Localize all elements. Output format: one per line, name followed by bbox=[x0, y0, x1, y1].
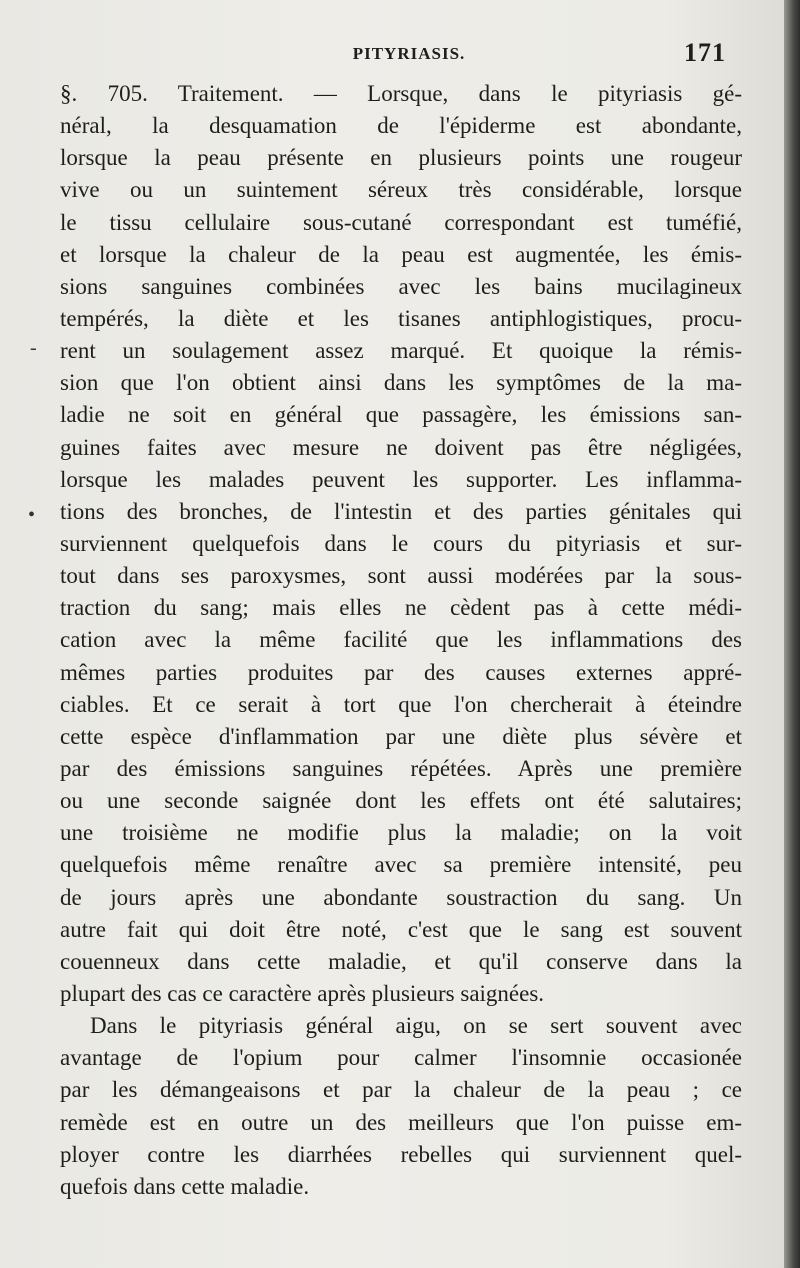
text-line: le tissu cellulaire sous-cutané correspondant est tuméfié, bbox=[60, 209, 742, 235]
text-line: remède est en outre un des meilleurs que l'on puisse em- bbox=[60, 1109, 742, 1135]
margin-mark: - bbox=[30, 337, 37, 359]
text-line: guines faites avec mesure ne doivent pas être négligées, bbox=[60, 434, 742, 460]
text-line: couenneux dans cette maladie, et qu'il conserve dans la bbox=[60, 948, 742, 974]
text-line: vive ou un suintement séreux très considérable, lorsque bbox=[60, 177, 742, 203]
text-line: lorsque les malades peuvent les supporter. Les inflamma- bbox=[60, 466, 742, 492]
running-title: PITYRIASIS. bbox=[352, 44, 466, 63]
text-line: de jours après une abondante soustraction du sang. Un bbox=[60, 884, 742, 910]
text-line: ciables. Et ce serait à tort que l'on chercherait à éteindre bbox=[60, 691, 742, 717]
text-line: mêmes parties produites par des causes externes appré- bbox=[60, 659, 742, 685]
text-line: ou une seconde saignée dont les effets ont été salutaires; bbox=[60, 788, 742, 814]
text-line: traction du sang; mais elles ne cèdent pas à cette médi- bbox=[60, 595, 742, 621]
text-line: néral, la desquamation de l'épiderme est abondante, bbox=[60, 113, 742, 139]
text-line: tions des bronches, de l'intestin et des parties génitales qui bbox=[60, 498, 742, 524]
text-line: et lorsque la chaleur de la peau est augmentée, les émis- bbox=[60, 241, 742, 267]
text-line: quefois dans cette maladie. bbox=[60, 1173, 310, 1199]
text-line: plupart des cas ce caractère après plusieurs saignées. bbox=[60, 980, 545, 1006]
page-edge-shadow bbox=[784, 0, 800, 1268]
text-line: avantage de l'opium pour calmer l'insomnie occasionée bbox=[60, 1045, 742, 1071]
page-number: 171 bbox=[684, 38, 726, 67]
text-line: par les démangeaisons et par la chaleur de la peau ; ce bbox=[60, 1077, 742, 1103]
text-line: surviennent quelquefois dans le cours du pityriasis et sur- bbox=[60, 530, 742, 556]
text-line: ladie ne soit en général que passagère, les émissions san- bbox=[60, 402, 742, 428]
text-line: quelquefois même renaître avec sa première intensité, peu bbox=[60, 852, 742, 878]
text-line: autre fait qui doit être noté, c'est que le sang est souvent bbox=[60, 916, 742, 942]
running-head bbox=[52, 38, 726, 68]
body-text bbox=[60, 78, 742, 1203]
text-line: §. 705. Traitement. — Lorsque, dans le pityriasis gé- bbox=[60, 81, 742, 106]
text-line: tout dans ses paroxysmes, sont aussi modérées par la sous- bbox=[60, 563, 742, 589]
text-line: sion que l'on obtient ainsi dans les symptômes de la ma- bbox=[60, 370, 742, 396]
text-line: ployer contre les diarrhées rebelles qui surviennent quel- bbox=[60, 1141, 742, 1167]
margin-mark: • bbox=[28, 504, 36, 526]
text-line: par des émissions sanguines répétées. Après une première bbox=[60, 755, 742, 781]
text-line: rent un soulagement assez marqué. Et quoique la rémis- bbox=[60, 338, 742, 364]
text-line: une troisième ne modifie plus la maladie; on la voit bbox=[60, 820, 742, 846]
text-line: cation avec la même facilité que les inflammations des bbox=[60, 627, 742, 653]
text-line: Dans le pityriasis général aigu, on se sert souvent avec bbox=[90, 1013, 742, 1039]
text-line: sions sanguines combinées avec les bains mucilagineux bbox=[60, 273, 742, 299]
text-line: tempérés, la diète et les tisanes antiphlogistiques, procu- bbox=[60, 305, 742, 331]
text-line: lorsque la peau présente en plusieurs points une rougeur bbox=[60, 145, 742, 171]
text-line: cette espèce d'inflammation par une diète plus sévère et bbox=[60, 723, 742, 749]
